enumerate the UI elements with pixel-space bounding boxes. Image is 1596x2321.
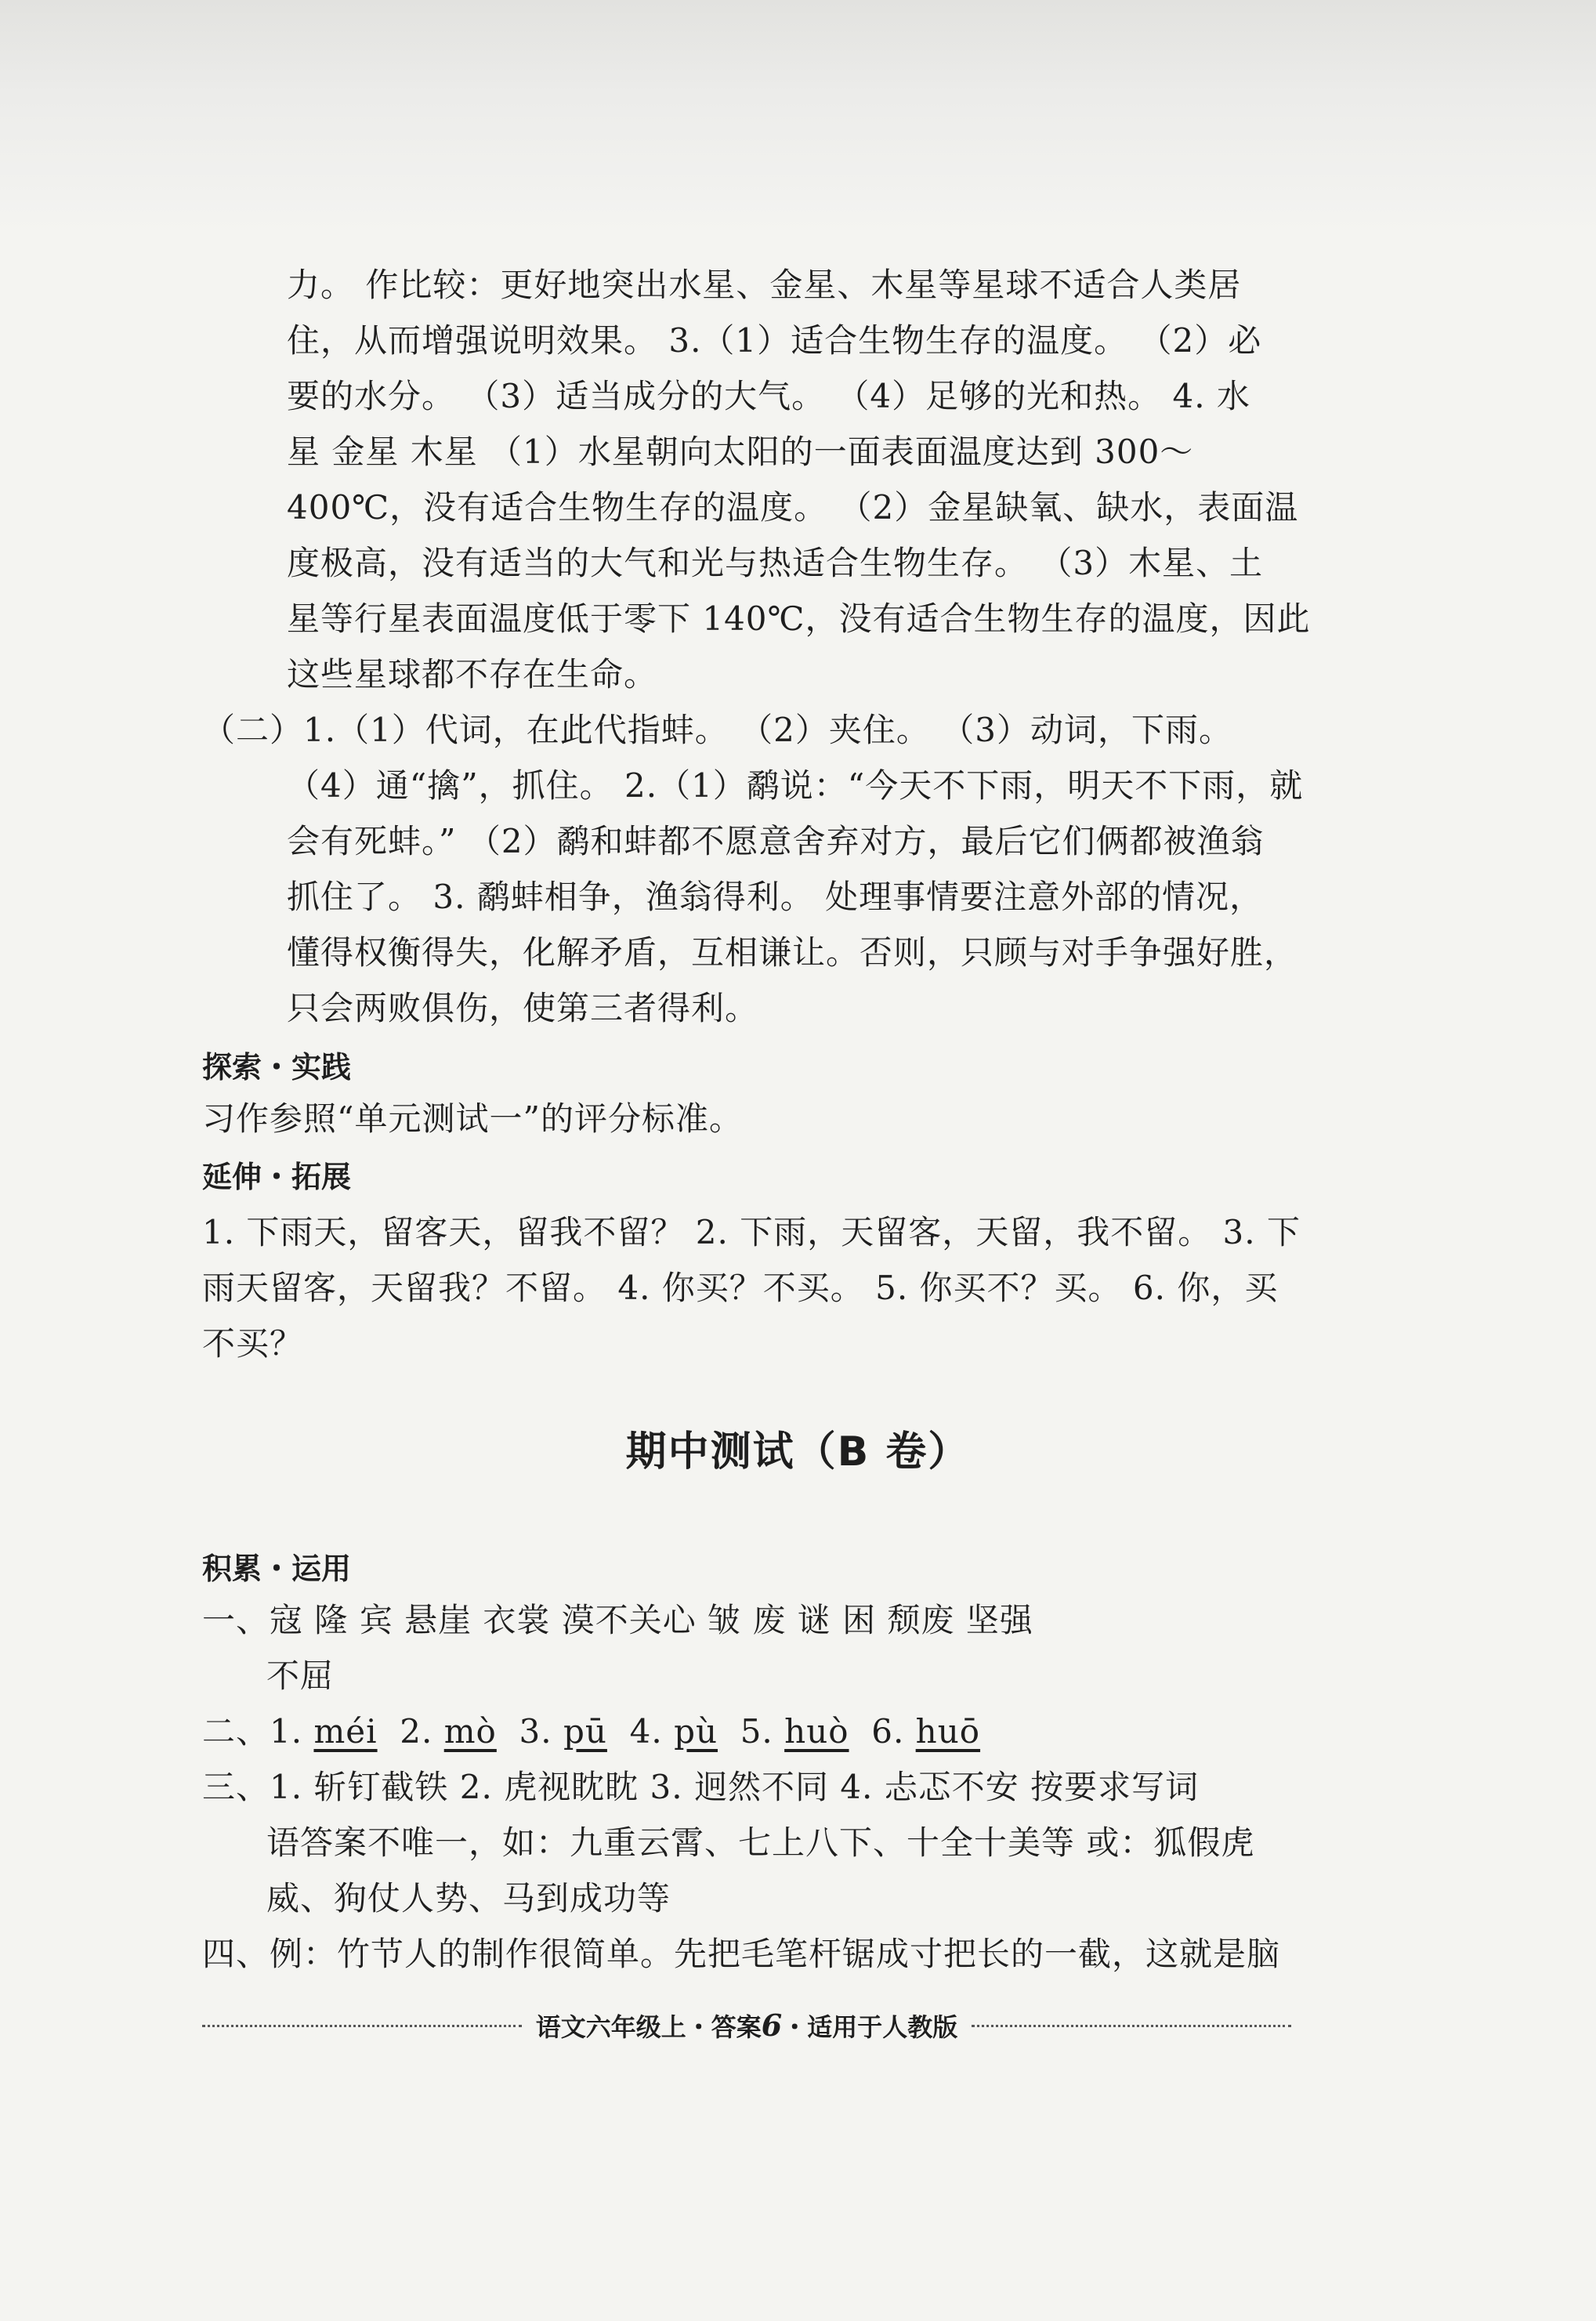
text-line: 住，从而增强说明效果。 3.（1）适合生物生存的温度。 （2）必 <box>287 321 1262 360</box>
question-number: 二、 <box>202 1712 270 1751</box>
item-number: 1. <box>270 1712 303 1751</box>
text-line: 星等行星表面温度低于零下 140℃，没有适合生物生存的温度，因此 <box>287 599 1311 638</box>
text-line: 这些星球都不存在生命。 <box>287 655 658 693</box>
text-line: 习作参照“单元测试一”的评分标准。 <box>202 1099 743 1138</box>
item-number: 3. <box>519 1712 552 1751</box>
footer-divider <box>202 2025 522 2027</box>
pinyin-answer: mò <box>443 1712 497 1751</box>
section-heading-accumulate: 积累・运用 <box>202 1552 352 1586</box>
pinyin-answer: huō <box>915 1712 981 1751</box>
text-line: （4）通“擒”，抓住。 2.（1）鹬说：“今天不下雨，明天不下雨，就 <box>287 766 1304 805</box>
text-line: 力。 作比较：更好地突出水星、金星、木星等星球不适合人类居 <box>287 266 1242 304</box>
question-3-line: 语答案不唯一，如：九重云霄、七上八下、十全十美等 或：狐假虎 <box>266 1823 1255 1862</box>
page-footer <box>202 2006 1291 2045</box>
section-heading-extend: 延伸・拓展 <box>202 1160 352 1194</box>
question-3-line: 三、1. 斩钉截铁 2. 虎视眈眈 3. 迥然不同 4. 忐忑不安 按要求写词 <box>202 1768 1200 1806</box>
exam-title: 期中测试（B 卷） <box>625 1428 971 1476</box>
text-line: 星 金星 木星 （1）水星朝向太阳的一面表面温度达到 300～ <box>287 433 1194 471</box>
text-line: 400℃，没有适合生物生存的温度。 （2）金星缺氧、缺水，表面温 <box>287 488 1299 527</box>
text-line: 只会两败俱伤，使第三者得利。 <box>287 989 759 1027</box>
text-line: 懂得权衡得失，化解矛盾，互相谦让。否则，只顾与对手争强好胜， <box>287 933 1298 972</box>
page-number: 6 <box>761 2008 783 2043</box>
question-4-line: 四、例：竹节人的制作很简单。先把毛笔杆锯成寸把长的一截，这就是脑 <box>202 1935 1281 1973</box>
text-line: 会有死蚌。” （2）鹬和蚌都不愿意舍弃对方，最后它们俩都被渔翁 <box>287 822 1265 860</box>
question-1-line: 一、寇 隆 宾 悬崖 衣裳 漠不关心 皱 废 谜 困 颓废 坚强 <box>202 1601 1033 1639</box>
text-line: 要的水分。 （3）适当成分的大气。 （4）足够的光和热。 4. 水 <box>287 377 1250 415</box>
text-line: （二）1.（1）代词，在此代指蚌。 （2）夹住。 （3）动词，下雨。 <box>202 711 1232 749</box>
pinyin-answer: pū <box>563 1712 607 1751</box>
text-line: 抓住了。 3. 鹬蚌相争，渔翁得利。 处理事情要注意外部的情况， <box>287 878 1264 916</box>
question-2-line <box>202 1710 980 1754</box>
pinyin-answer: pù <box>674 1712 718 1751</box>
text-line: 雨天留客，天留我？不留。 4. 你买？不买。 5. 你买不？买。 6. 你，买 <box>202 1269 1279 1307</box>
footer-divider <box>972 2025 1291 2027</box>
section-heading-explore: 探索・实践 <box>202 1050 352 1084</box>
item-number: 4. <box>629 1712 663 1751</box>
item-number: 5. <box>740 1712 773 1751</box>
pinyin-answer: méi <box>313 1712 378 1751</box>
pinyin-answer: huò <box>784 1712 849 1751</box>
text-line: 不买？ <box>202 1324 304 1363</box>
text-line: 1. 下雨天，留客天，留我不留？ 2. 下雨，天留客，天留，我不留。 3. 下 <box>202 1213 1301 1251</box>
footer-edition: ・适用于人教版 <box>782 2012 958 2042</box>
question-3-line: 威、狗仗人势、马到成功等 <box>266 1879 671 1917</box>
footer-label <box>522 2008 972 2044</box>
item-number: 6. <box>871 1712 905 1751</box>
footer-subject: 语文六年级上・答案 <box>535 2012 762 2042</box>
item-number: 2. <box>400 1712 433 1751</box>
question-1-line: 不屈 <box>266 1657 335 1695</box>
text-line: 度极高，没有适当的大气和光与热适合生物生存。 （3）木星、土 <box>287 544 1264 582</box>
